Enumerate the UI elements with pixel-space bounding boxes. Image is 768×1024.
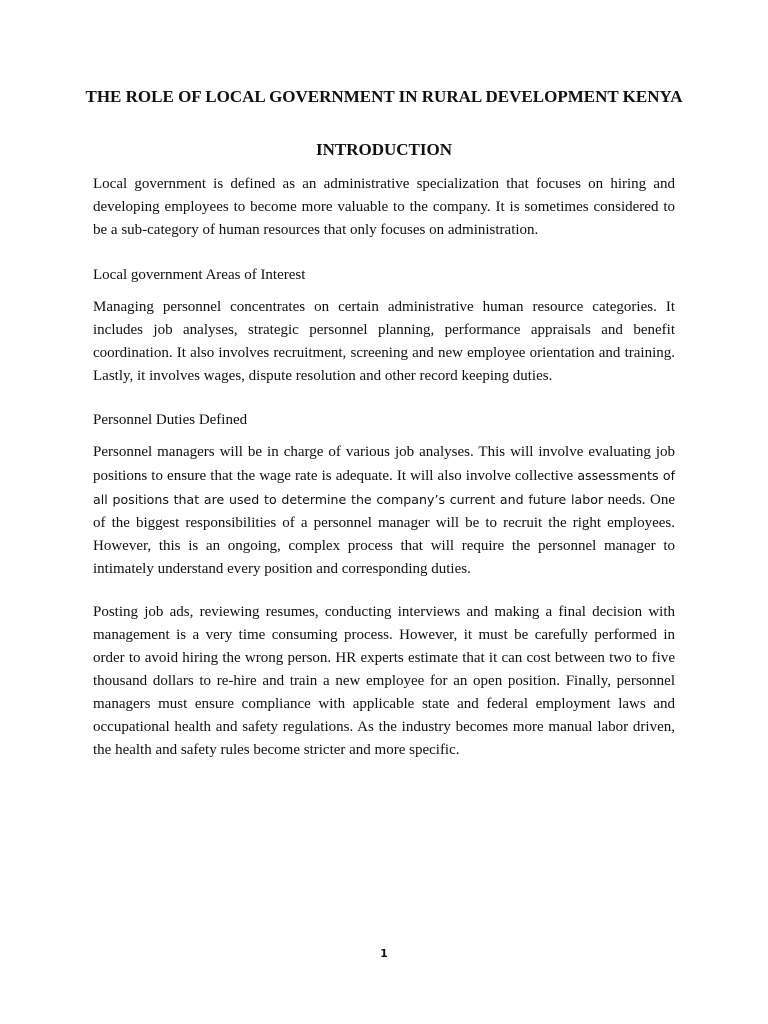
paragraph-personnel-duties-part-3: needs. One of the biggest responsibilities of a personnel manager will be to recruit the right employees. However, this is an ongoing, complex process that will require the personnel manager to intimately understand every position and corresponding duties. [93, 492, 675, 577]
paragraph-personnel-duties [93, 441, 675, 581]
paragraph-personnel-duties-part-2: assessments of all positions that are used to determine the company’s current and future labor [93, 468, 676, 507]
introduction-heading: INTRODUCTION [315, 140, 453, 159]
subheading-personnel-duties: Personnel Duties Defined [93, 412, 248, 428]
paragraph-personnel-duties-part-1: Personnel managers will be in charge of various job analyses. This will involve evaluating job positions to ensure that the wage rate is adequate. It will also involve collective [93, 444, 675, 484]
document-title: THE ROLE OF LOCAL GOVERNMENT IN RURAL DEVELOPMENT KENYA [85, 87, 683, 106]
paragraph-intro: Local government is defined as an administrative specialization that focuses on hiring and developing employees to become more valuable to the company. It is sometimes considered to be a sub-category of human resources that only focuses on administration. [93, 176, 675, 238]
paragraph-hiring-process: Posting job ads, reviewing resumes, conducting interviews and making a final decision with management is a very time consuming process. However, it must be carefully performed in order to avoid hiring the wrong person. HR experts estimate that it can cost between two to five thousand dollars to re-hire and train a new employee for an open position. Finally, personnel managers must ensure compliance with applicable state and federal employment laws and occupational health and safety regulations. As the industry becomes more manual labor driven, the health and safety rules become stricter and more specific. [93, 604, 675, 758]
page-number: 1 [380, 947, 388, 960]
subheading-areas-of-interest: Local government Areas of Interest [93, 267, 306, 283]
paragraph-managing-personnel: Managing personnel concentrates on certain administrative human resource categories. It includes job analyses, strategic personnel planning, performance appraisals and benefit coordination. It also involves recruitment, screening and new employee orientation and training. Lastly, it involves wages, dispute resolution and other record keeping duties. [93, 299, 675, 384]
